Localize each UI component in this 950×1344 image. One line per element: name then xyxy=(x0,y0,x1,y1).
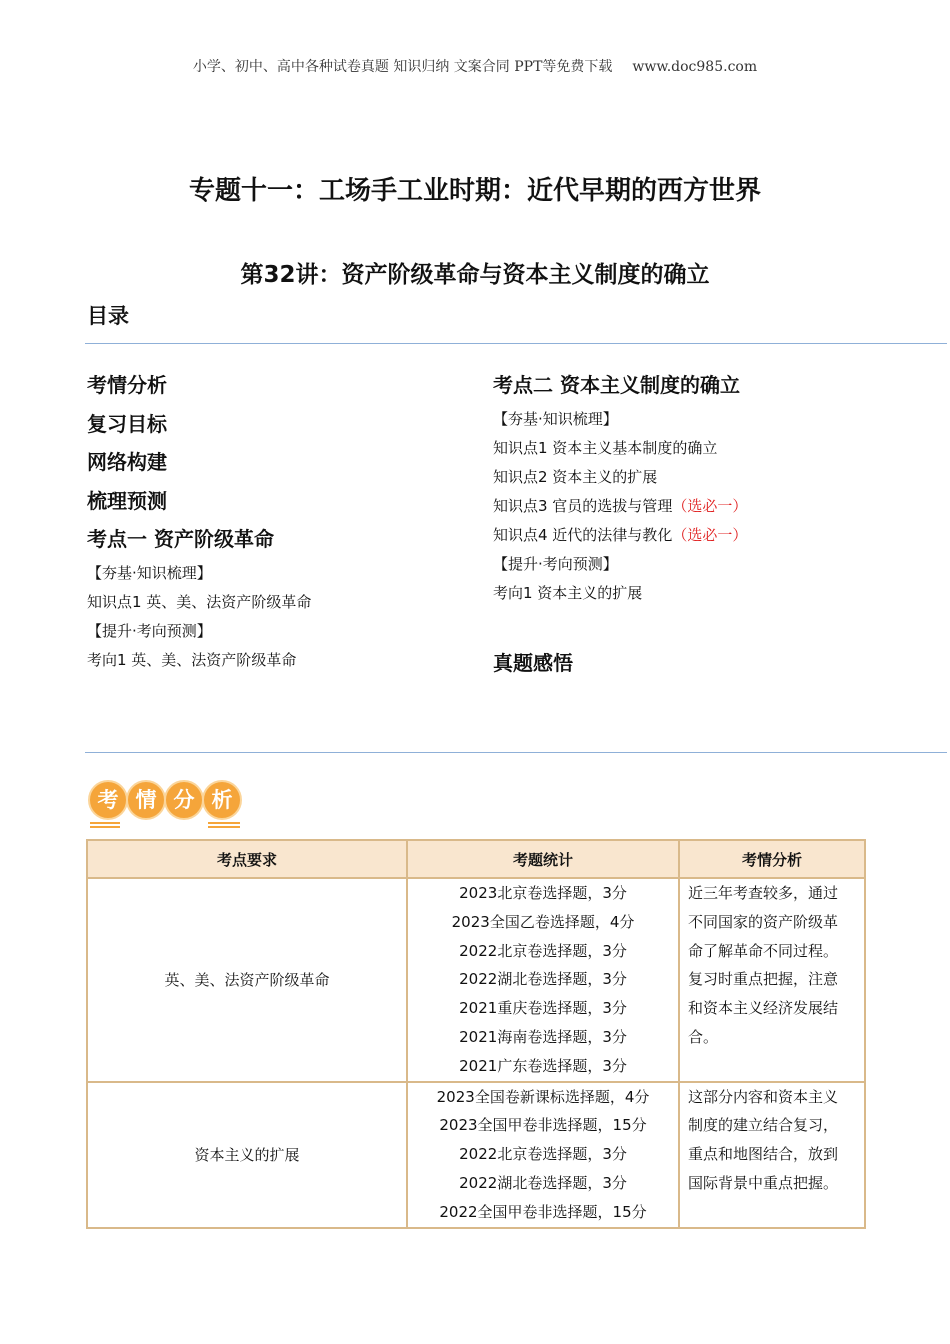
header-site-link[interactable]: www.doc985.com xyxy=(632,59,758,75)
statistics-line: 2021重庆卷选择题，3分 xyxy=(459,999,627,1018)
statistics-line: 2023北京卷选择题，3分 xyxy=(459,884,627,902)
toc-subitem-right-5[interactable] xyxy=(493,521,933,550)
toc-heading-item-right-9[interactable] xyxy=(493,644,933,683)
toc-subitem-left-5[interactable] xyxy=(87,559,467,588)
document-title: 专题十一：工场手工业时期：近代早期的西方世界 xyxy=(188,176,761,206)
toc-item-text: 考向1 资本主义的扩展 xyxy=(493,583,643,602)
table-row xyxy=(87,878,865,1082)
toc-subitem-right-4[interactable] xyxy=(493,492,933,521)
toc-item-text: 考向1 英、美、法资产阶级革命 xyxy=(87,650,297,669)
toc-subitem-right-7[interactable] xyxy=(493,579,933,608)
toc-heading-item-left-0[interactable] xyxy=(87,366,467,405)
toc-item-text: 知识点4 近代的法律与教化 xyxy=(493,525,673,544)
toc-subitem-right-1[interactable] xyxy=(493,405,933,434)
badge-underline-right-2 xyxy=(208,826,240,828)
toc-spacer xyxy=(493,608,933,644)
toc-heading-item-left-1[interactable] xyxy=(87,405,467,444)
header-text: 小学、初中、高中各种试卷真题 知识归纳 文案合同 PPT等免费下载 xyxy=(192,59,613,75)
toc-heading-item-right-0[interactable] xyxy=(493,366,933,405)
toc-item-text: 知识点1 英、美、法资产阶级革命 xyxy=(87,592,312,611)
toc-item-text: 考情分析 xyxy=(87,373,167,397)
analysis-line: 重点和地图结合，放到 xyxy=(688,1145,839,1164)
toc-heading-item-left-4[interactable] xyxy=(87,520,467,559)
page-header xyxy=(0,56,950,76)
toc-top-divider xyxy=(85,343,947,344)
statistics-cell xyxy=(407,878,679,1082)
toc-item-elective-tag: （选必一） xyxy=(672,496,748,515)
table-row xyxy=(87,1082,865,1228)
toc-right-column xyxy=(493,366,933,682)
header-statistics: 考题统计 xyxy=(407,840,679,878)
badge-char: 考 xyxy=(97,788,119,812)
toc-item-text: 真题感悟 xyxy=(493,650,573,675)
statistics-line: 2023全国甲卷非选择题，15分 xyxy=(439,1116,647,1135)
header-requirement: 考点要求 xyxy=(87,840,407,878)
badge-underline-left xyxy=(90,822,120,824)
statistics-line: 2022湖北卷选择题，3分 xyxy=(459,1173,627,1192)
badge-underline-left-2 xyxy=(90,826,120,828)
toc-subitem-left-8[interactable] xyxy=(87,646,467,675)
badge-underline-right xyxy=(208,822,240,824)
toc-item-text: 知识点3 官员的选拔与管理 xyxy=(493,496,673,515)
lecture-title: 第32讲：资产阶级革命与资本主义制度的确立 xyxy=(240,262,710,288)
toc-item-text: 复习目标 xyxy=(87,411,167,436)
analysis-line: 近三年考查较多，通过 xyxy=(688,884,839,902)
toc-left-column xyxy=(87,366,467,675)
statistics-line: 2021广东卷选择题，3分 xyxy=(459,1056,627,1075)
badge-char: 析 xyxy=(211,788,233,812)
badge-char: 分 xyxy=(173,788,195,812)
statistics-line: 2023全国卷新课标选择题，4分 xyxy=(436,1087,650,1106)
toc-item-text: 【夯基·知识梳理】 xyxy=(493,409,618,428)
toc-subitem-right-2[interactable] xyxy=(493,434,933,463)
toc-item-text: 网络构建 xyxy=(87,450,167,474)
analysis-line: 制度的建立结合复习， xyxy=(688,1116,839,1135)
toc-subitem-left-7[interactable] xyxy=(87,617,467,646)
toc-subitem-left-6[interactable] xyxy=(87,588,467,617)
analysis-line: 合。 xyxy=(688,1027,719,1046)
analysis-line: 复习时重点把握，注意 xyxy=(688,970,839,989)
toc-subitem-right-3[interactable] xyxy=(493,463,933,492)
toc-heading: 目录 xyxy=(87,304,129,328)
statistics-line: 2022湖北卷选择题，3分 xyxy=(459,970,627,989)
section-badge-exam-analysis xyxy=(86,776,246,836)
statistics-line: 2021海南卷选择题，3分 xyxy=(459,1027,627,1046)
statistics-line: 2022北京卷选择题，3分 xyxy=(459,1145,627,1164)
exam-analysis-badge-graphic xyxy=(86,776,246,832)
requirement-cell: 英、美、法资产阶级革命 xyxy=(87,878,407,1082)
header-analysis: 考情分析 xyxy=(679,840,865,878)
toc-heading-item-left-2[interactable] xyxy=(87,443,467,482)
toc-item-text: 梳理预测 xyxy=(87,488,167,513)
analysis-line: 这部分内容和资本主义 xyxy=(688,1087,839,1106)
statistics-cell xyxy=(407,1082,679,1228)
toc-heading-item-left-3[interactable] xyxy=(87,482,467,521)
analysis-line: 命了解革命不同过程。 xyxy=(688,941,839,960)
statistics-line: 2022全国甲卷非选择题，15分 xyxy=(439,1202,647,1221)
toc-item-text: 考点一 资产阶级革命 xyxy=(87,527,274,551)
toc-item-text: 【夯基·知识梳理】 xyxy=(87,563,212,582)
analysis-line: 和资本主义经济发展结 xyxy=(688,999,839,1018)
badge-char: 情 xyxy=(135,788,157,812)
toc-bottom-divider xyxy=(85,752,947,753)
toc-item-text: 知识点2 资本主义的扩展 xyxy=(493,467,658,486)
requirement-cell: 资本主义的扩展 xyxy=(87,1082,407,1228)
toc-item-text: 【提升·考向预测】 xyxy=(493,554,618,573)
toc-item-text: 考点二 资本主义制度的确立 xyxy=(493,373,740,397)
toc-subitem-right-6[interactable] xyxy=(493,550,933,579)
toc-item-text: 【提升·考向预测】 xyxy=(87,621,212,640)
toc-item-elective-tag: （选必一） xyxy=(672,525,748,544)
statistics-line: 2023全国乙卷选择题，4分 xyxy=(451,912,635,931)
analysis-cell xyxy=(679,878,865,1082)
analysis-line: 国际背景中重点把握。 xyxy=(688,1173,839,1192)
table-header-row xyxy=(87,840,865,878)
toc-item-text: 知识点1 资本主义基本制度的确立 xyxy=(493,438,718,457)
analysis-cell xyxy=(679,1082,865,1228)
statistics-line: 2022北京卷选择题，3分 xyxy=(459,941,627,960)
exam-statistics-table xyxy=(86,839,866,1229)
analysis-line: 不同国家的资产阶级革 xyxy=(688,912,839,931)
